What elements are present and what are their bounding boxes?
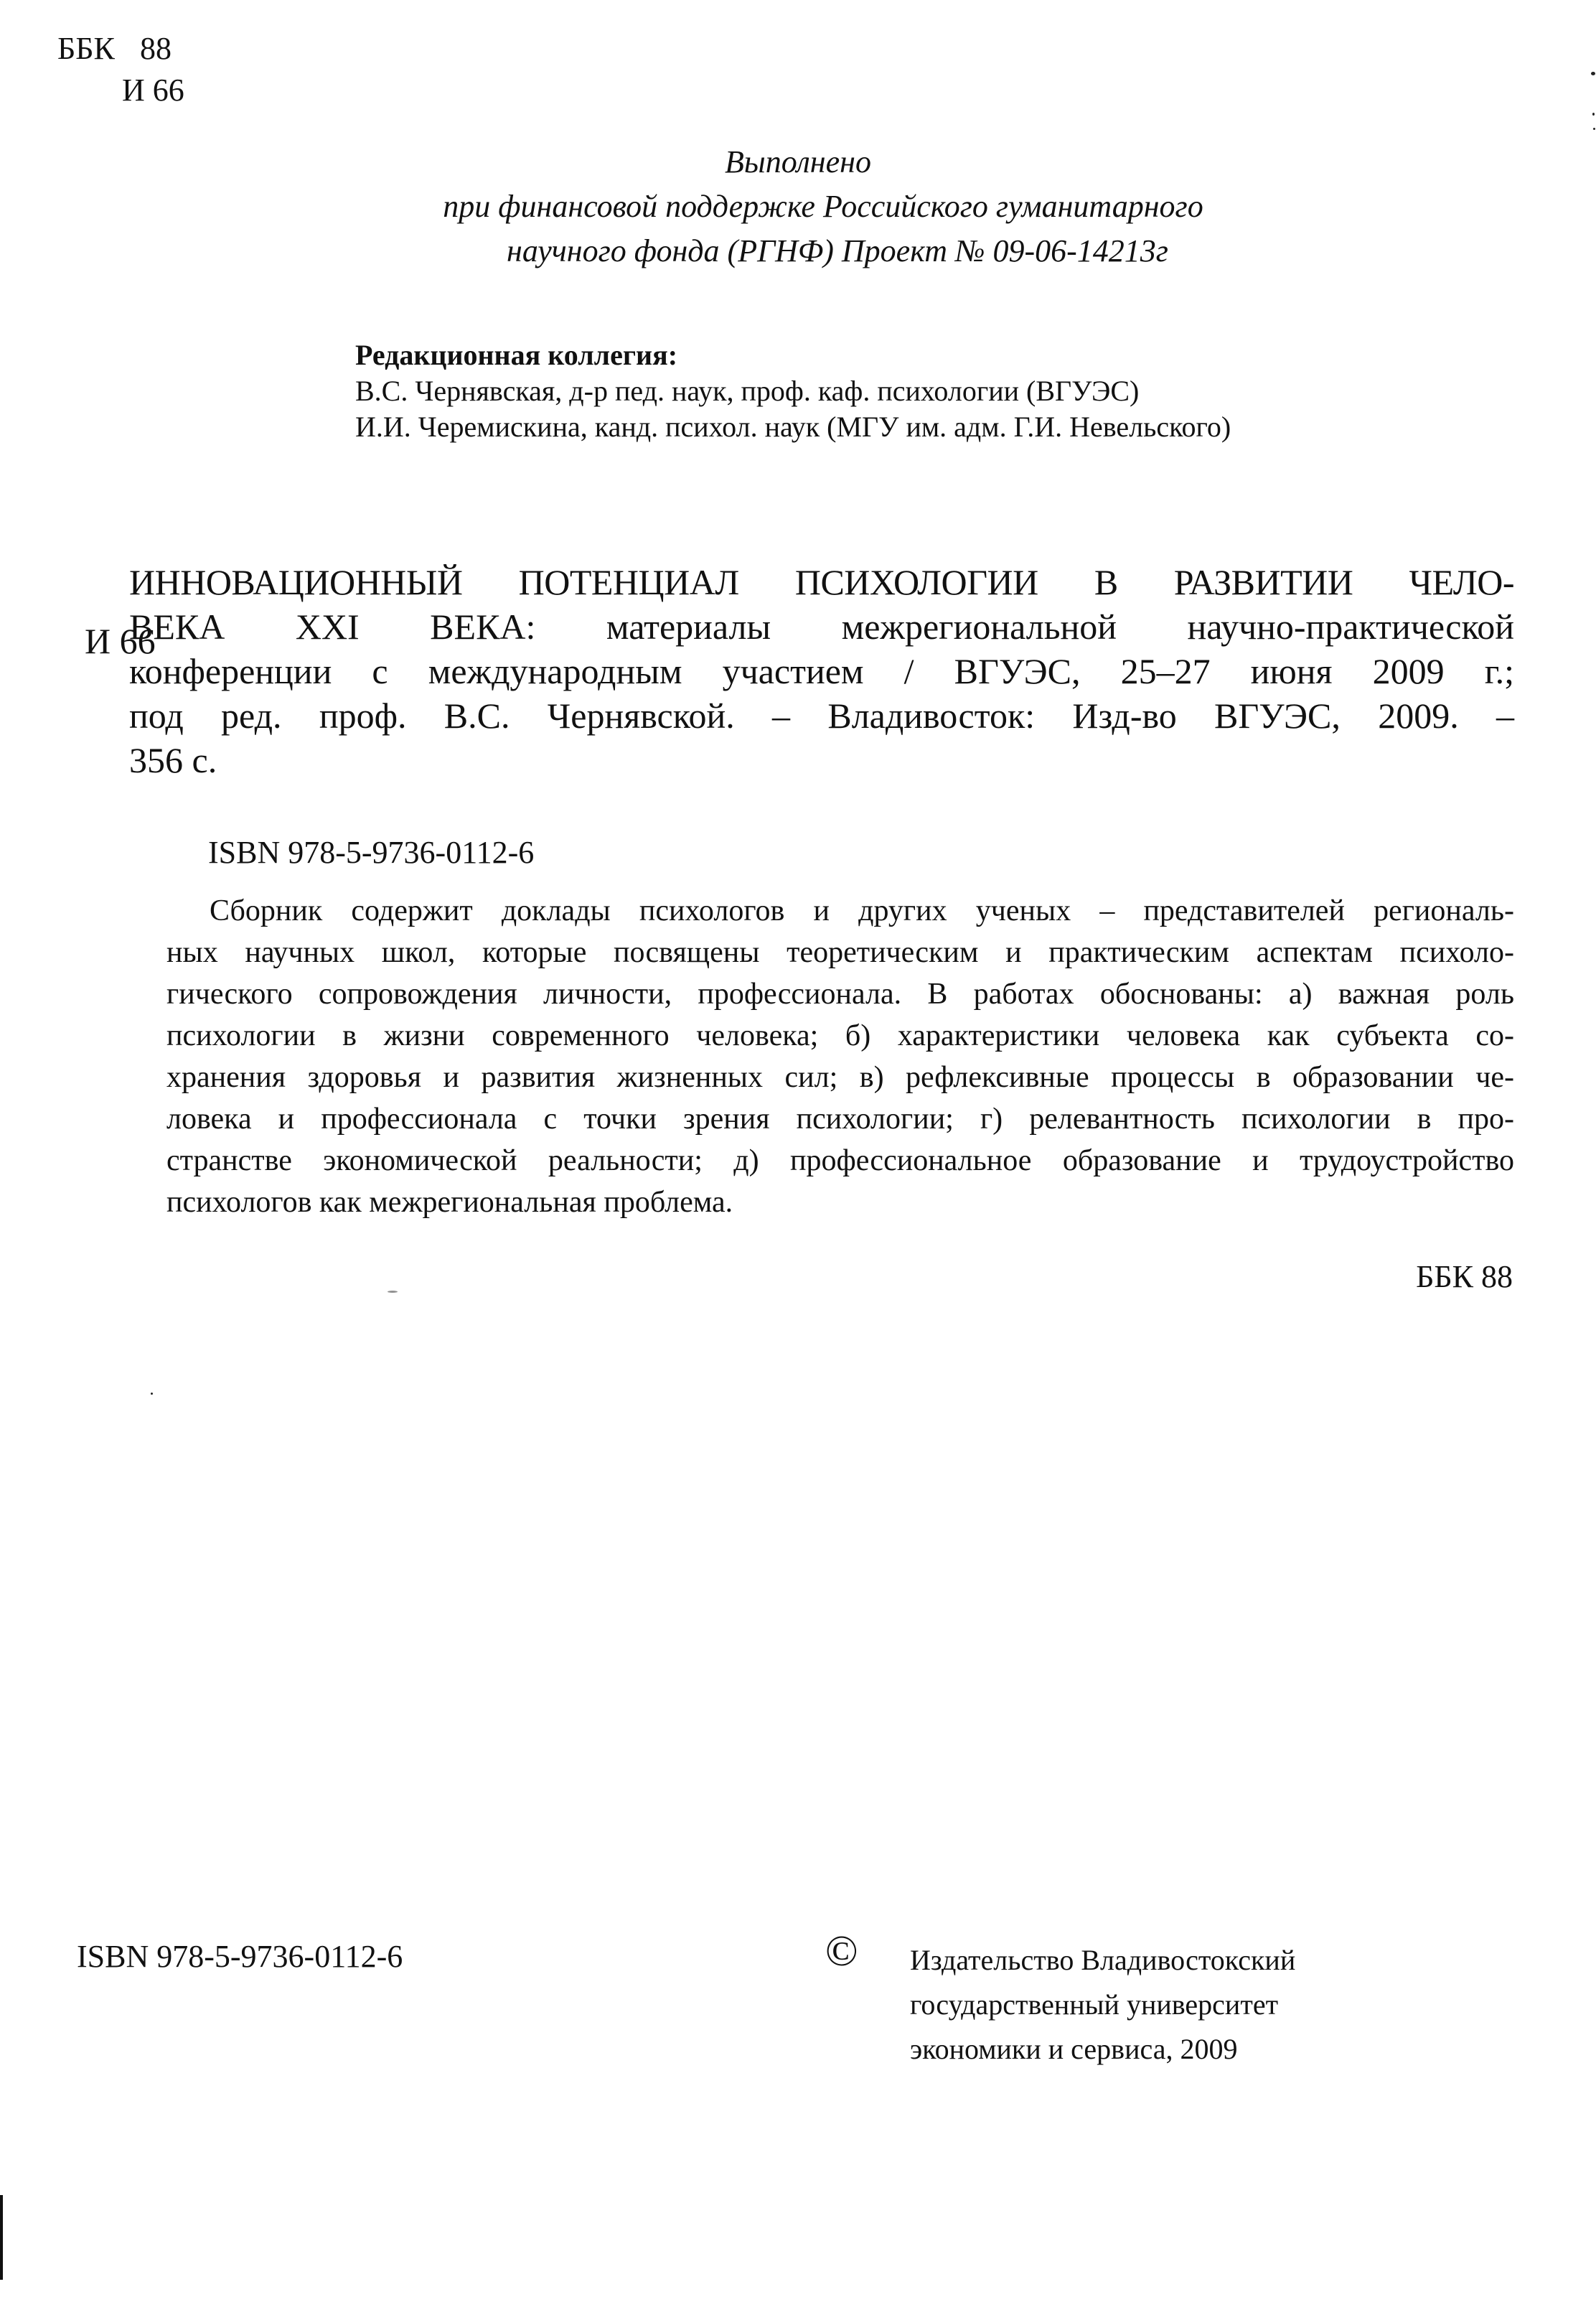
publisher-line: экономики и сервиса, 2009 [910,2033,1238,2065]
abstract [166,890,1514,1223]
publisher-line: Издательство Владивостокский [910,1944,1296,1976]
biblio-line: ИННОВАЦИОННЫЙ ПОТЕНЦИАЛ ПСИХОЛОГИИ В РАЗВИТИИ ЧЕЛО- [129,562,1514,602]
isbn-record: ISBN 978-5-9736-0112-6 [208,835,535,870]
scan-speck [151,1393,153,1395]
publisher-line: государственный университет [910,1988,1279,2021]
abstract-line: хранения здоровья и развития жизненных сил; в) рефлексивные процессы в образовании че- [166,1061,1514,1094]
bbk-code: 88 [140,31,172,66]
scan-speck [1593,128,1595,130]
scan-speck [1591,72,1595,75]
abstract-line: психологии в жизни современного человека; б) характеристики человека как субъекта со- [166,1019,1514,1052]
biblio-line: конференции с международным участием / ВГУЭС, 25–27 июня 2009 г.; [129,651,1514,691]
bibliographic-record [129,560,1514,782]
funding-line: научного фонда (РГНФ) Проект № 09-06-14213г [507,233,1168,268]
isbn-footer: ISBN 978-5-9736-0112-6 [77,1939,403,1974]
abstract-line: Сборник содержит доклады психологов и других ученых – представителей региональ- [210,894,1514,927]
copyright-icon: © [825,1927,858,1975]
scan-edge-mark [0,2195,3,2280]
funding-line: Выполнено [725,144,871,179]
author-mark-side: И 66 [85,621,156,661]
abstract-line: психологов как межрегиональная проблема. [166,1186,733,1219]
funding-line: при финансовой поддержке Российского гуманитарного [443,189,1203,224]
editorial-board-heading: Редакционная коллегия: [355,339,678,371]
editorial-board-member: И.И. Черемискина, канд. психол. наук (МГУ им. адм. Г.И. Невельского) [355,411,1231,443]
bbk-label: ББК [57,31,115,66]
biblio-line: ВЕКА XXI ВЕКА: материалы межрегиональной научно-практической [129,607,1514,647]
scan-speck [388,1291,398,1293]
abstract-line: ных научных школ, которые посвящены теоретическим и практическим аспектам психоло- [166,936,1514,969]
abstract-line: странстве экономической реальности; д) профессиональное образование и трудоустройство [166,1144,1514,1177]
abstract-line: ловека и профессионала с точки зрения психологии; г) релевантность психологии в про- [166,1103,1514,1136]
bbk-classification-top [57,30,172,67]
scan-speck [1592,113,1595,116]
funding-note [0,140,1596,273]
biblio-line: 356 с. [129,740,217,780]
bbk-classification-bottom: ББК 88 [1416,1259,1513,1294]
publisher-copyright [910,1938,1295,2072]
editorial-board-member: В.С. Чернявская, д-р пед. наук, проф. каф. психологии (ВГУЭС) [355,375,1140,407]
abstract-line: гического сопровождения личности, профессионала. В работах обоснованы: а) важная роль [166,978,1514,1011]
author-mark-top: И 66 [122,72,184,108]
biblio-line: под ред. проф. В.С. Чернявской. – Владивосток: Изд-во ВГУЭС, 2009. – [129,696,1514,736]
editorial-board [355,337,1231,445]
